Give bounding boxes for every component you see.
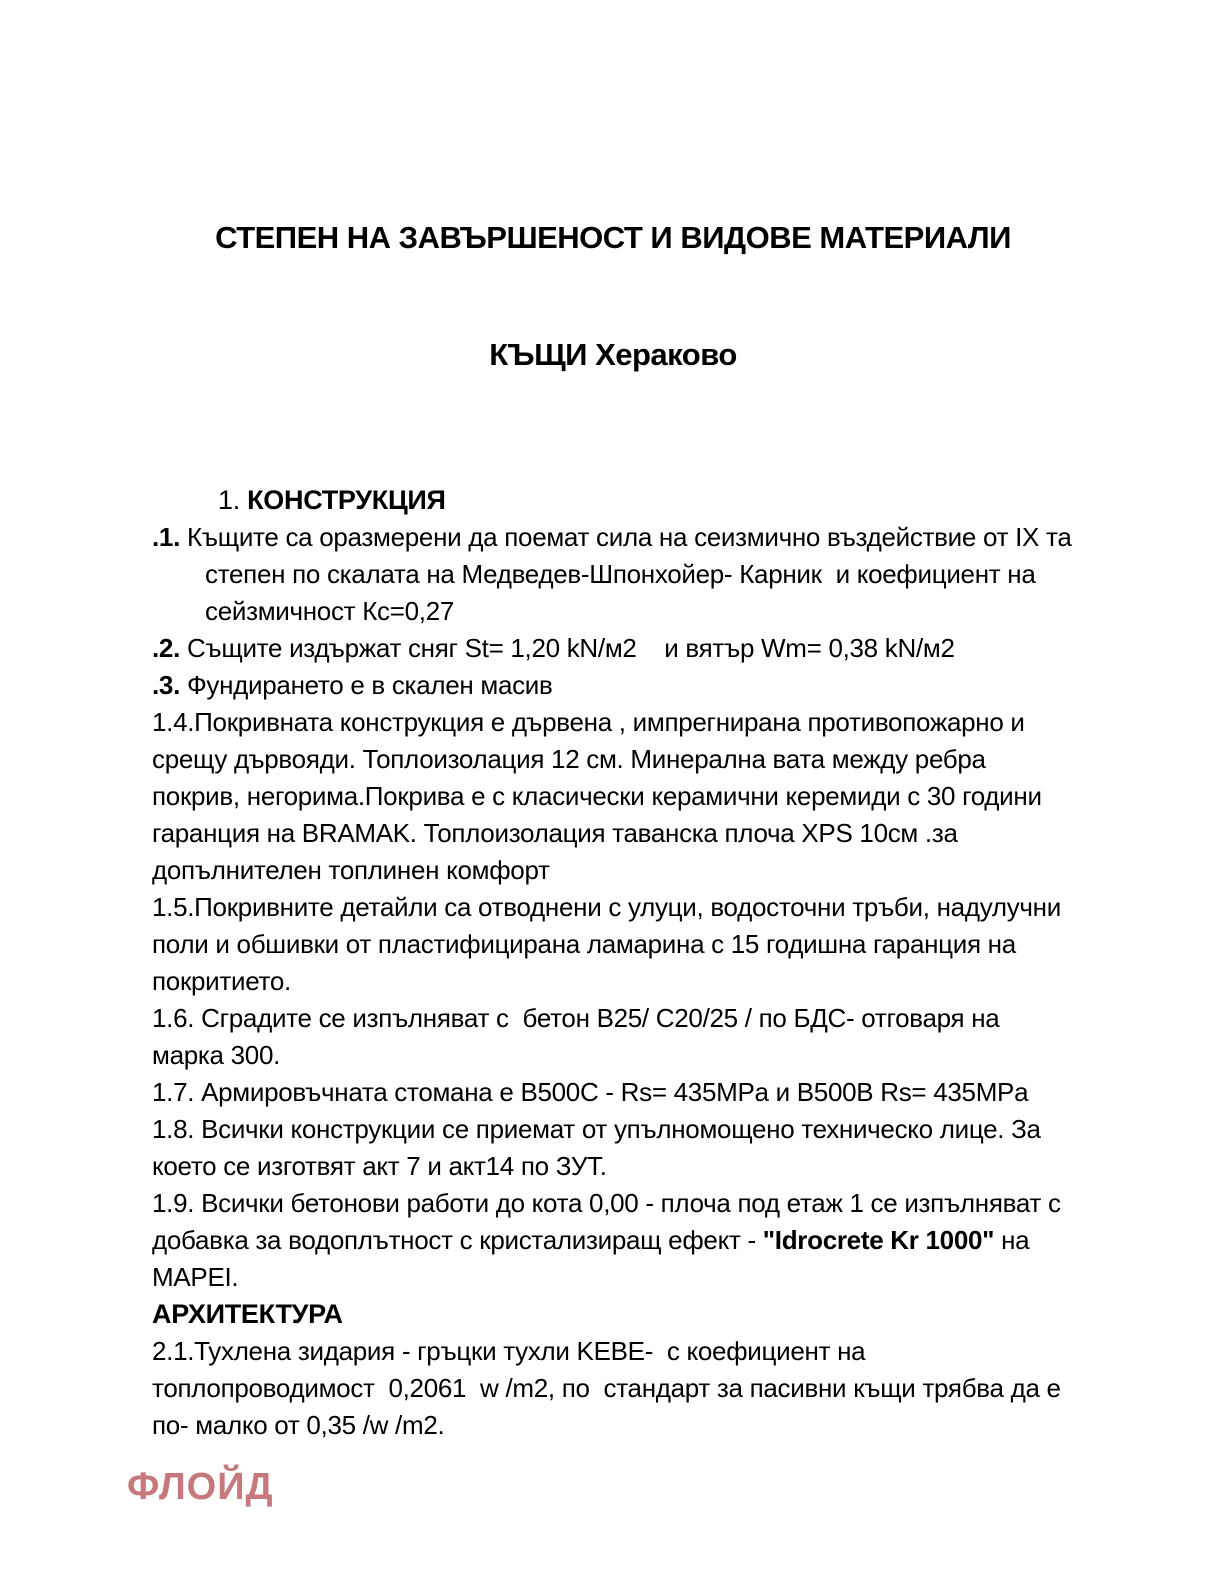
text-run: на MAPEI. bbox=[152, 1225, 1037, 1292]
text-run: 1.6. Сградите се изпълняват с бетон B25/ C20/25 / по БДС- отговаря на марка 300. bbox=[152, 1003, 1007, 1070]
text-run: 2.1.Тухлена зидария - гръцки тухли KEBE- с коефициент на топлопроводимост 0,2061 w /m2, по стандарт за пасивни къщи трябва да е по- малко от 0,35 /w /m2. bbox=[152, 1336, 1068, 1440]
bold-text: .2. bbox=[152, 633, 187, 663]
section-heading bbox=[152, 482, 1074, 519]
document-title-line2: КЪЩИ Хераково bbox=[489, 337, 737, 372]
floyd-logo: ФЛОЙД bbox=[127, 1466, 274, 1508]
paragraph bbox=[152, 1333, 1074, 1444]
document-body bbox=[152, 482, 1079, 1444]
paragraph bbox=[152, 889, 1074, 1000]
bold-text: КОНСТРУКЦИЯ bbox=[247, 485, 446, 515]
text-run: 1.4.Покривната конструкция е дървена , импрегнирана противопожарно и срещу дървояди. Топлоизолация 12 см. Минерална вата между ребра покрив, негорима.Покрива е с класически керамични керемиди с 30 години гаранция на BRAMAK. Топлоизолация таванска плоча XPS 10см .за допълнителен топлинен комфорт bbox=[152, 707, 1049, 885]
text-run: Къщите са оразмерени да поемат сила на сеизмично въздействие от IX та степен по скалата на Медведев-Шпонхойер- Карник и коефициент на сейзмичност Кс=0,27 bbox=[186, 522, 1079, 626]
text-run: 1. bbox=[218, 485, 248, 515]
list-item bbox=[152, 519, 1079, 630]
bold-text: .3. bbox=[152, 670, 187, 700]
paragraph bbox=[152, 1111, 1074, 1185]
bold-text: АРХИТЕКТУРА bbox=[152, 1299, 343, 1329]
text-run: 1.8. Всички конструкции се приемат от упълномощено техническо лице. За което се изготвят акт 7 и акт14 по ЗУТ. bbox=[152, 1114, 1048, 1181]
list-item bbox=[152, 630, 1074, 667]
document-title-line1: СТЕПЕН НА ЗАВЪРШЕНОСТ И ВИДОВЕ МАТЕРИАЛИ bbox=[215, 220, 1011, 255]
text-run: Фундирането е в скален масив bbox=[186, 670, 553, 700]
paragraph bbox=[152, 704, 1074, 889]
list-item bbox=[152, 667, 1074, 704]
paragraph bbox=[152, 1185, 1074, 1296]
document-title bbox=[152, 140, 1074, 452]
text-run: Същите издържат сняг St= 1,20 kN/м2 и вятър Wm= 0,38 kN/м2 bbox=[186, 633, 955, 663]
bold-text: .1. bbox=[152, 522, 187, 552]
paragraph bbox=[152, 1074, 1074, 1111]
text-run: 1.7. Армировъчната стомана е B500C - Rs= 435MPa и B500B Rs= 435MPa bbox=[152, 1077, 1029, 1107]
text-run: 1.9. Всички бетонови работи до кота 0,00 - плоча под етаж 1 се изпълняват с добавка за водоплътност с кристализиращ ефект - bbox=[152, 1188, 1068, 1255]
text-run: 1.5.Покривните детайли са отводнени с улуци, водосточни тръби, надулучни поли и обшивки от пластифицирана ламарина с 15 годишна гаранция на покритието. bbox=[152, 892, 1068, 996]
paragraph bbox=[152, 1000, 1074, 1074]
section-heading bbox=[152, 1296, 1074, 1333]
bold-text: "Idrocrete Kr 1000" bbox=[762, 1225, 995, 1255]
